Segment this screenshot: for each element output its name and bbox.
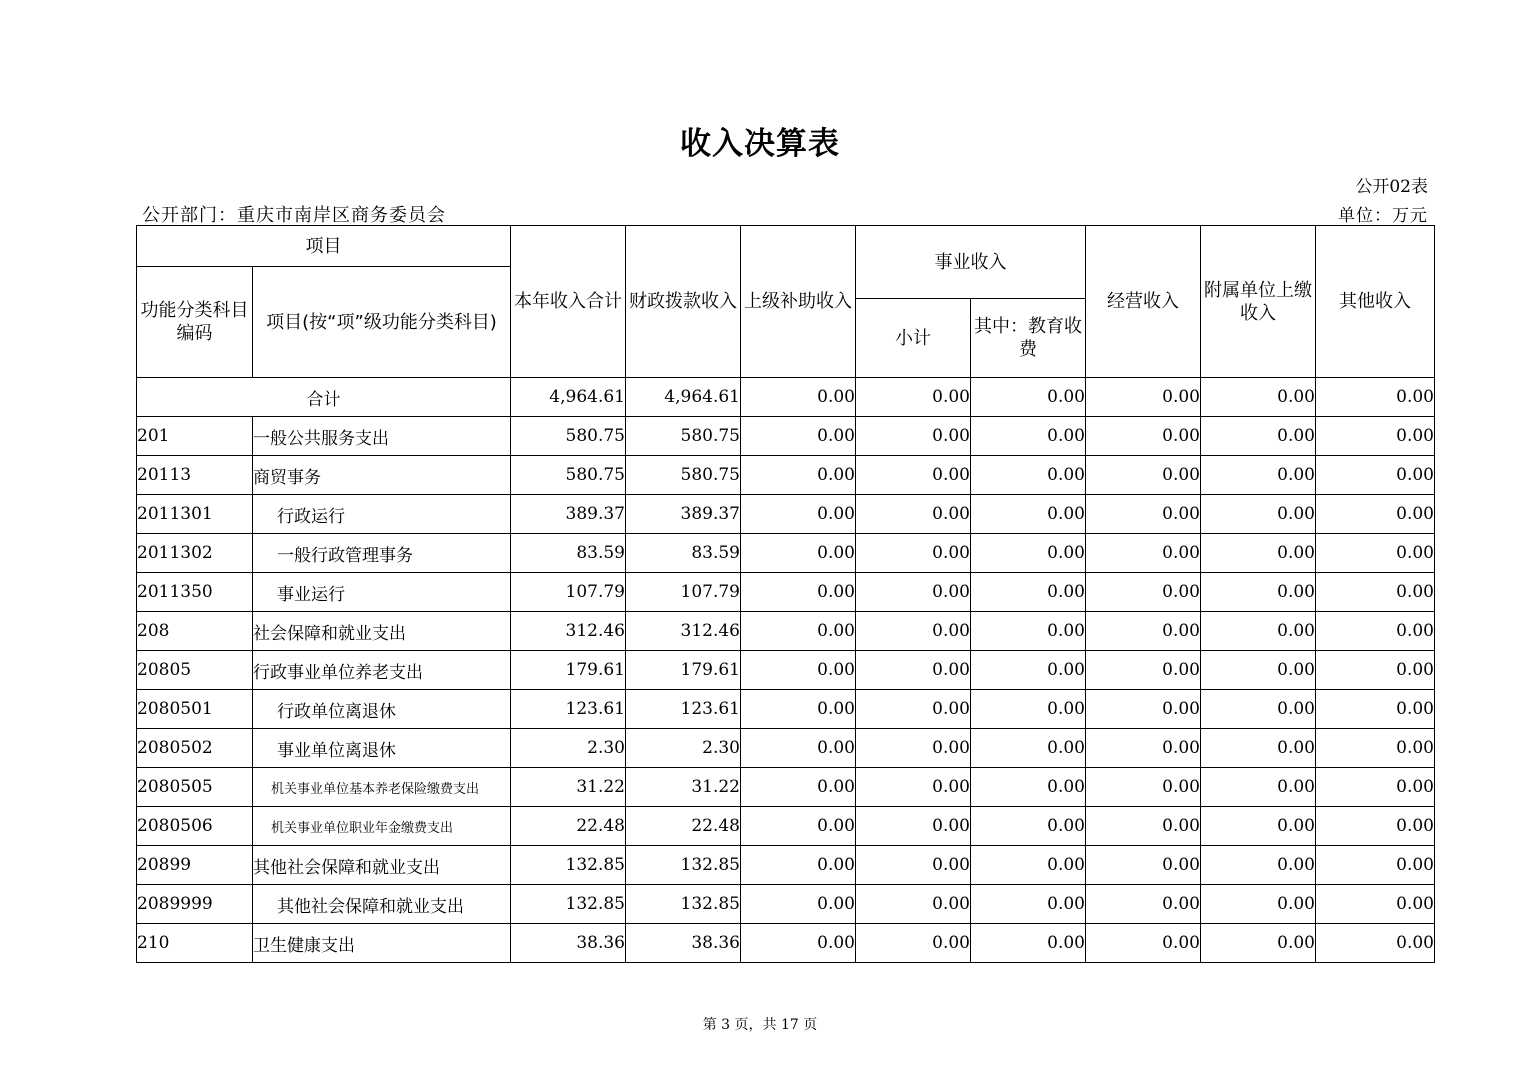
row-value: 31.22: [511, 768, 626, 807]
row-code: 2011350: [137, 573, 253, 612]
row-value: 0.00: [856, 924, 971, 963]
row-value: 0.00: [971, 729, 1086, 768]
row-value: 0.00: [1086, 924, 1201, 963]
row-value: 132.85: [511, 846, 626, 885]
row-value: 0.00: [741, 417, 856, 456]
row-value: 0.00: [1201, 573, 1316, 612]
row-value: 2.30: [511, 729, 626, 768]
row-value: 389.37: [511, 495, 626, 534]
row-value: 0.00: [1201, 456, 1316, 495]
row-value: 2.30: [626, 729, 741, 768]
header-affiliated: 附属单位上缴收入: [1201, 226, 1316, 378]
row-value: 0.00: [971, 456, 1086, 495]
table-row: [137, 612, 1435, 651]
row-value: 0.00: [1086, 690, 1201, 729]
row-value: 0.00: [1316, 690, 1435, 729]
row-value: 0.00: [1316, 768, 1435, 807]
row-value: 0.00: [856, 690, 971, 729]
row-value: 0.00: [971, 885, 1086, 924]
row-value: 0.00: [1086, 846, 1201, 885]
row-value: 0.00: [856, 417, 971, 456]
row-value: 0.00: [971, 573, 1086, 612]
row-value: 0.00: [1086, 768, 1201, 807]
row-value: 0.00: [856, 807, 971, 846]
table-row: [137, 807, 1435, 846]
row-value: 389.37: [626, 495, 741, 534]
row-value: 0.00: [971, 612, 1086, 651]
row-value: 0.00: [971, 651, 1086, 690]
row-code: 2080501: [137, 690, 253, 729]
row-value: 0.00: [856, 573, 971, 612]
row-value: 0.00: [1316, 729, 1435, 768]
total-value: 4,964.61: [511, 378, 626, 417]
row-value: 179.61: [626, 651, 741, 690]
row-value: 123.61: [511, 690, 626, 729]
table-row: [137, 690, 1435, 729]
row-value: 38.36: [626, 924, 741, 963]
row-value: 580.75: [626, 417, 741, 456]
total-value: 0.00: [741, 378, 856, 417]
row-code: 2089999: [137, 885, 253, 924]
total-value: 0.00: [1201, 378, 1316, 417]
row-value: 0.00: [1316, 417, 1435, 456]
row-value: 0.00: [1316, 573, 1435, 612]
row-code: 210: [137, 924, 253, 963]
row-value: 179.61: [511, 651, 626, 690]
header-education: 其中：教育收费: [971, 299, 1086, 378]
total-label: 合计: [137, 378, 511, 417]
row-code: 20899: [137, 846, 253, 885]
row-value: 0.00: [856, 534, 971, 573]
row-value: 0.00: [1086, 729, 1201, 768]
row-code: 20113: [137, 456, 253, 495]
row-value: 0.00: [741, 534, 856, 573]
row-value: 312.46: [626, 612, 741, 651]
header-fiscal: 财政拨款收入: [626, 226, 741, 378]
row-value: 0.00: [741, 651, 856, 690]
table-row: [137, 573, 1435, 612]
table-row: [137, 456, 1435, 495]
header-operating: 经营收入: [1086, 226, 1201, 378]
row-value: 0.00: [1201, 807, 1316, 846]
total-value: 0.00: [856, 378, 971, 417]
row-value: 31.22: [626, 768, 741, 807]
row-value: 0.00: [1201, 768, 1316, 807]
header-business: 事业收入: [856, 226, 1086, 299]
row-name: 行政事业单位养老支出: [253, 651, 511, 690]
row-value: 0.00: [971, 417, 1086, 456]
row-value: 123.61: [626, 690, 741, 729]
row-name: 行政运行: [253, 495, 511, 534]
row-value: 0.00: [741, 885, 856, 924]
unit-label: 单位：万元: [1338, 206, 1428, 226]
row-value: 0.00: [741, 573, 856, 612]
row-value: 580.75: [511, 456, 626, 495]
row-code: 20805: [137, 651, 253, 690]
row-value: 0.00: [741, 729, 856, 768]
row-value: 38.36: [511, 924, 626, 963]
table-row: [137, 495, 1435, 534]
page-title: 收入决算表: [680, 126, 840, 162]
total-value: 0.00: [1086, 378, 1201, 417]
row-value: 0.00: [1316, 495, 1435, 534]
table-row: [137, 534, 1435, 573]
row-value: 0.00: [1201, 651, 1316, 690]
row-value: 0.00: [971, 846, 1086, 885]
row-name: 其他社会保障和就业支出: [253, 846, 511, 885]
header-item: 项目: [137, 226, 511, 267]
row-name: 机关事业单位职业年金缴费支出: [253, 807, 511, 846]
total-value: 0.00: [971, 378, 1086, 417]
row-value: 0.00: [1316, 612, 1435, 651]
header-other: 其他收入: [1316, 226, 1435, 378]
table-row: [137, 768, 1435, 807]
row-value: 0.00: [1086, 612, 1201, 651]
row-value: 580.75: [626, 456, 741, 495]
total-row: [137, 378, 1435, 417]
row-value: 0.00: [971, 768, 1086, 807]
row-value: 0.00: [1201, 534, 1316, 573]
row-code: 201: [137, 417, 253, 456]
row-code: 2080506: [137, 807, 253, 846]
row-code: 2011302: [137, 534, 253, 573]
row-value: 0.00: [1086, 456, 1201, 495]
row-value: 107.79: [626, 573, 741, 612]
row-value: 0.00: [1201, 885, 1316, 924]
row-value: 0.00: [741, 807, 856, 846]
total-value: 0.00: [1316, 378, 1435, 417]
row-value: 0.00: [856, 456, 971, 495]
row-value: 22.48: [626, 807, 741, 846]
row-value: 83.59: [511, 534, 626, 573]
row-value: 0.00: [971, 807, 1086, 846]
page-footer: 第 3 页，共 17 页: [702, 1017, 818, 1033]
row-value: 0.00: [1201, 495, 1316, 534]
row-value: 0.00: [1316, 846, 1435, 885]
table-row: [137, 729, 1435, 768]
header-total: 本年收入合计: [511, 226, 626, 378]
row-name: 一般公共服务支出: [253, 417, 511, 456]
row-value: 0.00: [971, 690, 1086, 729]
header-code: 功能分类科目编码: [137, 267, 253, 378]
form-number: 公开02表: [1355, 177, 1428, 197]
row-code: 2011301: [137, 495, 253, 534]
header-subtotal: 小计: [856, 299, 971, 378]
row-value: 0.00: [1316, 807, 1435, 846]
row-name: 机关事业单位基本养老保险缴费支出: [253, 768, 511, 807]
row-value: 0.00: [1316, 924, 1435, 963]
row-value: 0.00: [971, 495, 1086, 534]
table-row: [137, 651, 1435, 690]
row-value: 0.00: [741, 456, 856, 495]
row-value: 0.00: [971, 534, 1086, 573]
row-value: 83.59: [626, 534, 741, 573]
row-code: 2080505: [137, 768, 253, 807]
row-value: 0.00: [741, 495, 856, 534]
income-table: [136, 225, 1435, 963]
row-value: 0.00: [856, 768, 971, 807]
row-value: 0.00: [856, 612, 971, 651]
table-row: [137, 417, 1435, 456]
row-name: 卫生健康支出: [253, 924, 511, 963]
row-code: 2080502: [137, 729, 253, 768]
row-name: 事业单位离退休: [253, 729, 511, 768]
row-value: 0.00: [856, 885, 971, 924]
row-value: 0.00: [1086, 573, 1201, 612]
row-value: 0.00: [1201, 612, 1316, 651]
row-value: 0.00: [1201, 417, 1316, 456]
total-value: 4,964.61: [626, 378, 741, 417]
row-name: 其他社会保障和就业支出: [253, 885, 511, 924]
row-value: 0.00: [856, 846, 971, 885]
row-value: 0.00: [1201, 729, 1316, 768]
row-value: 0.00: [1201, 690, 1316, 729]
row-value: 0.00: [1316, 885, 1435, 924]
department-label: 公开部门：重庆市南岸区商务委员会: [142, 205, 446, 226]
row-value: 0.00: [1316, 534, 1435, 573]
row-value: 0.00: [1316, 651, 1435, 690]
row-value: 132.85: [511, 885, 626, 924]
row-value: 0.00: [741, 768, 856, 807]
row-value: 580.75: [511, 417, 626, 456]
row-value: 0.00: [971, 924, 1086, 963]
row-name: 事业运行: [253, 573, 511, 612]
row-name: 行政单位离退休: [253, 690, 511, 729]
row-value: 0.00: [1201, 846, 1316, 885]
row-value: 0.00: [741, 924, 856, 963]
row-value: 312.46: [511, 612, 626, 651]
row-value: 0.00: [1086, 651, 1201, 690]
row-value: 22.48: [511, 807, 626, 846]
row-value: 0.00: [1086, 807, 1201, 846]
row-value: 0.00: [856, 495, 971, 534]
row-value: 0.00: [741, 846, 856, 885]
row-value: 0.00: [1086, 885, 1201, 924]
row-value: 0.00: [1316, 456, 1435, 495]
row-code: 208: [137, 612, 253, 651]
row-name: 商贸事务: [253, 456, 511, 495]
row-value: 132.85: [626, 885, 741, 924]
header-name: 项目(按“项”级功能分类科目): [253, 267, 511, 378]
table-row: [137, 846, 1435, 885]
row-value: 0.00: [856, 651, 971, 690]
row-name: 一般行政管理事务: [253, 534, 511, 573]
row-value: 0.00: [1086, 417, 1201, 456]
header-superior: 上级补助收入: [741, 226, 856, 378]
row-value: 0.00: [741, 612, 856, 651]
row-value: 0.00: [741, 690, 856, 729]
table-row: [137, 885, 1435, 924]
table-row: [137, 924, 1435, 963]
row-value: 0.00: [1086, 534, 1201, 573]
row-name: 社会保障和就业支出: [253, 612, 511, 651]
row-value: 132.85: [626, 846, 741, 885]
row-value: 107.79: [511, 573, 626, 612]
row-value: 0.00: [856, 729, 971, 768]
row-value: 0.00: [1086, 495, 1201, 534]
row-value: 0.00: [1201, 924, 1316, 963]
